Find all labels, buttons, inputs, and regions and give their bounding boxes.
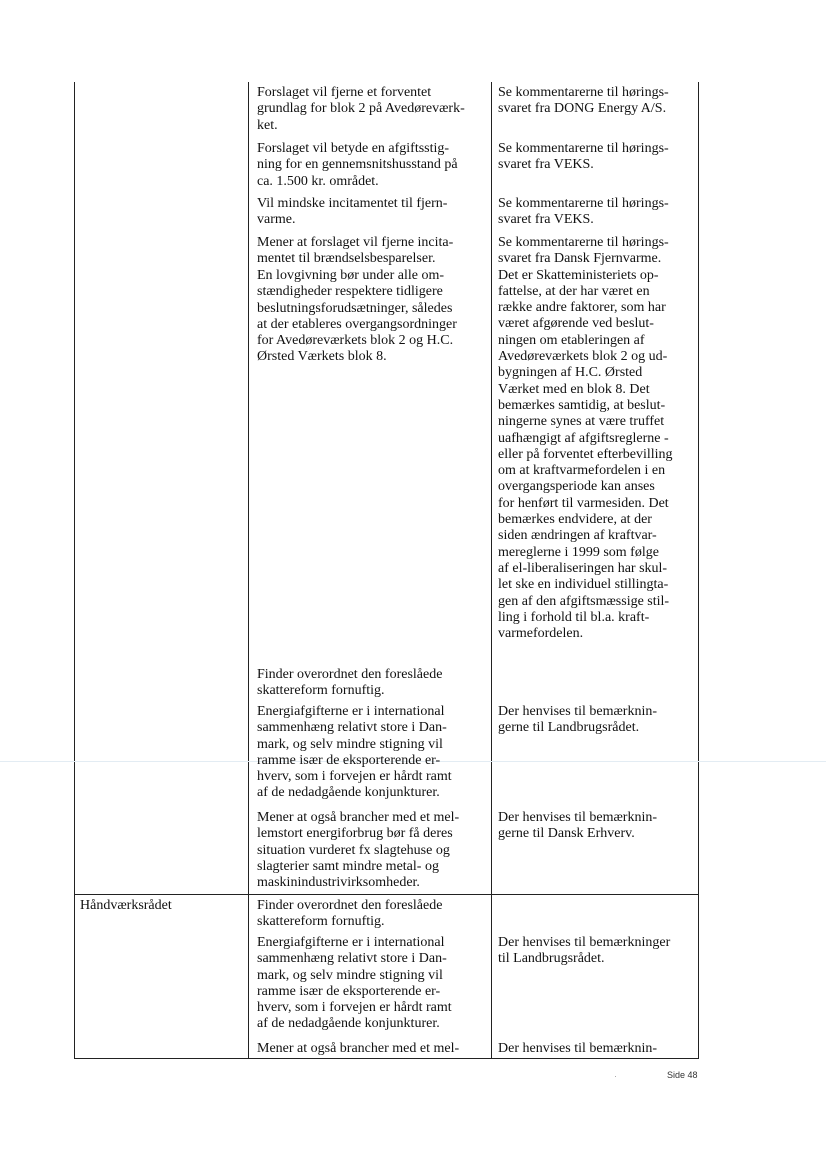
scan-speck [615,1076,616,1077]
row-separator [74,894,699,895]
table-divider-2 [491,82,492,1059]
comment-paragraph: Mener at også brancher med et mel- [257,1041,460,1056]
table-border-bottom [74,1058,699,1059]
page-number: Side 48 [667,1070,698,1080]
comment-paragraph: Energiafgifterne er i international sammenhæng relativt store i Dan- mark, og selv mindre stigning vil ramme især de eksporterende er- hverv, som i forvejen er hårdt ramt af de nedadgående konjunkturer. [257,935,452,1032]
comment-paragraph: Mener at også brancher med et mel- lemstort energiforbrug bør få deres situation vurderet fx slagtehuse og slagterier samt mindre metal- og maskinindustrivirksomheder. [257,810,460,891]
comment-paragraph: Finder overordnet den foreslåede skattereform fornuftig. [257,898,443,930]
response-paragraph: Se kommentarerne til hørings- svaret fra DONG Energy A/S. [498,85,669,117]
response-paragraph: Der henvises til bemærknin- [498,1041,658,1056]
organization-name: Håndværksrådet [80,898,172,913]
comment-paragraph: Finder overordnet den foreslåede skattereform fornuftig. [257,667,443,699]
comment-paragraph: Forslaget vil fjerne et forventet grundlag for blok 2 på Avedøreværk- ket. [257,85,465,133]
comment-paragraph: En lovgivning bør under alle om- stændigheder respektere tidligere beslutningsforudsætninger, således at der etableres overgangsordninger for Avedøreværkets blok 2 og H.C. Ørsted Værkets blok 8. [257,268,457,365]
table-border-right [698,82,699,1059]
response-paragraph: Der henvises til bemærknin- gerne til Dansk Erhverv. [498,810,658,842]
table-border-left [74,82,75,1059]
comment-paragraph: Mener at forslaget vil fjerne incita- mentet til brændselsbesparelser. [257,235,454,267]
comment-paragraph: Energiafgifterne er i international sammenhæng relativt store i Dan- mark, og selv mindre stigning vil ramme især de eksporterende er- hverv, som i forvejen er hårdt ramt af de nedadgående konjunkturer. [257,704,452,801]
response-paragraph: Se kommentarerne til hørings- svaret fra VEKS. [498,196,669,228]
comment-paragraph: Vil mindske incitamentet til fjern- varme. [257,196,448,228]
response-paragraph: Se kommentarerne til hørings- svaret fra VEKS. [498,141,669,173]
comment-paragraph: Forslaget vil betyde en afgiftsstig- ning for en gennemsnitshusstand på ca. 1.500 kr. området. [257,141,458,189]
table-divider-1 [248,82,249,1059]
response-paragraph: Se kommentarerne til hørings- svaret fra Dansk Fjernvarme. Det er Skatteministeriets op- fattelse, at der har været en række andre faktorer, som har været afgørende ved beslut- ningen om etableringen af Avedøreværkets blok 2 og ud- bygningen af H.C. Ørsted Værket med en blok 8. Det bemærkes samtidig, at beslut- ningerne synes at være truffet uafhængigt af afgiftsreglerne - eller på forventet efterbevilling om at kraftvarmefordelen i en overgangsperiode kan anses for henført til varmesiden. Det bemærkes endvidere, at der siden ændringen af kraftvar- mereglerne i 1999 som følge af el-liberaliseringen har skul- let ske en individuel stillingta- gen af den afgiftsmæssige stil- ling i forhold til bl.a. kraft- varmefordelen. [498,235,673,642]
response-paragraph: Der henvises til bemærkninger til Landbrugsrådet. [498,935,671,967]
response-paragraph: Der henvises til bemærknin- gerne til Landbrugsrådet. [498,704,658,736]
